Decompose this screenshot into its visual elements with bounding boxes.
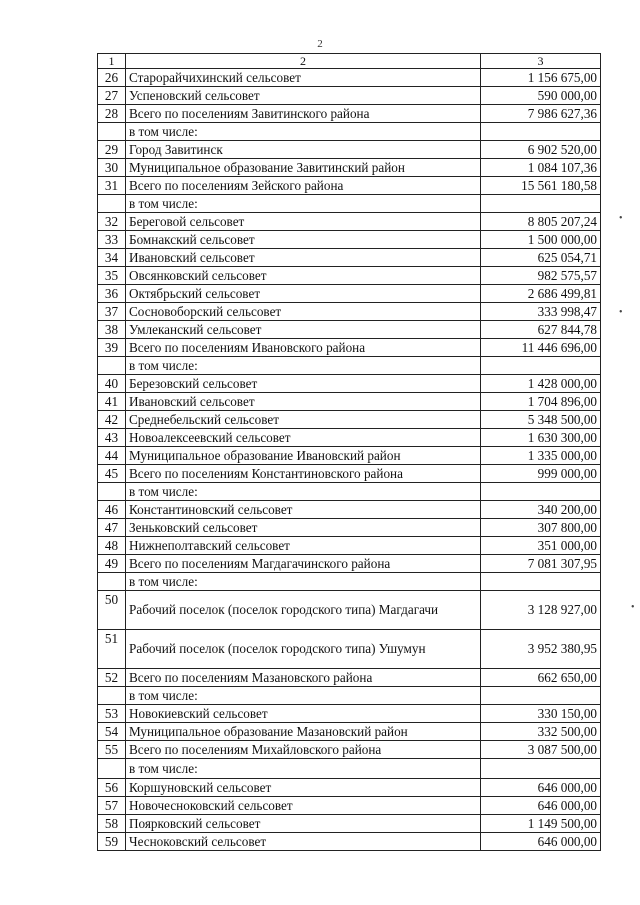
table-row: [98, 231, 601, 249]
row-name: Всего по поселениям Ивановского района: [126, 339, 481, 357]
table-row: [98, 501, 601, 519]
row-name: Муниципальное образование Завитинский район: [126, 159, 481, 177]
subheading-row: [98, 573, 601, 591]
row-number: [98, 573, 126, 591]
row-amount: 646 000,00: [481, 833, 601, 851]
row-amount: 307 800,00: [481, 519, 601, 537]
table-row: [98, 519, 601, 537]
row-amount: [481, 483, 601, 501]
row-number: 37: [98, 303, 126, 321]
row-name: Всего по поселениям Константиновского района: [126, 465, 481, 483]
table-row: [98, 141, 601, 159]
row-number: 34: [98, 249, 126, 267]
row-amount: 340 200,00: [481, 501, 601, 519]
row-name: в том числе:: [126, 483, 481, 501]
row-name: Всего по поселениям Завитинского района: [126, 105, 481, 123]
table-row: [98, 303, 601, 321]
row-amount: 2 686 499,81: [481, 285, 601, 303]
table-row: [98, 591, 601, 630]
row-number: 58: [98, 815, 126, 833]
row-name: в том числе:: [126, 687, 481, 705]
header-col-2: 2: [126, 54, 481, 69]
row-number: 42: [98, 411, 126, 429]
table-row: [98, 447, 601, 465]
row-name: в том числе:: [126, 357, 481, 375]
row-number: 27: [98, 87, 126, 105]
row-number: 46: [98, 501, 126, 519]
row-name: Всего по поселениям Зейского района: [126, 177, 481, 195]
row-amount: 982 575,57: [481, 267, 601, 285]
page-number: 2: [317, 38, 323, 50]
row-name: Старорайчихинский сельсовет: [126, 69, 481, 87]
table-row: [98, 555, 601, 573]
table-row: [98, 537, 601, 555]
table-row: [98, 105, 601, 123]
row-name: Новочесноковский сельсовет: [126, 797, 481, 815]
subheading-row: [98, 195, 601, 213]
header-row: [98, 54, 601, 69]
table-row: [98, 465, 601, 483]
row-number: 53: [98, 705, 126, 723]
row-amount: 1 500 000,00: [481, 231, 601, 249]
row-amount: [481, 357, 601, 375]
row-name: Октябрьский сельсовет: [126, 285, 481, 303]
row-name: Бомнакский сельсовет: [126, 231, 481, 249]
row-amount: 1 428 000,00: [481, 375, 601, 393]
row-amount: 662 650,00: [481, 669, 601, 687]
table-row: [98, 177, 601, 195]
row-amount: 3 128 927,00: [481, 591, 601, 630]
table-row: [98, 267, 601, 285]
row-name: Муниципальное образование Ивановский район: [126, 447, 481, 465]
row-name: Муниципальное образование Мазановский район: [126, 723, 481, 741]
row-number: 43: [98, 429, 126, 447]
row-amount: 625 054,71: [481, 249, 601, 267]
row-number: 57: [98, 797, 126, 815]
row-number: [98, 357, 126, 375]
row-number: 50: [98, 591, 126, 630]
row-number: [98, 759, 126, 779]
row-name: Коршуновский сельсовет: [126, 779, 481, 797]
row-number: 52: [98, 669, 126, 687]
row-name: Чесноковский сельсовет: [126, 833, 481, 851]
table-row: [98, 159, 601, 177]
table-row: [98, 87, 601, 105]
table-row: [98, 705, 601, 723]
table-row: [98, 429, 601, 447]
row-number: [98, 123, 126, 141]
row-amount: 332 500,00: [481, 723, 601, 741]
row-name: Сосновоборский сельсовет: [126, 303, 481, 321]
header-col-1: 1: [98, 54, 126, 69]
row-number: 47: [98, 519, 126, 537]
row-number: 36: [98, 285, 126, 303]
row-amount: 7 081 307,95: [481, 555, 601, 573]
row-name: Всего по поселениям Михайловского района: [126, 741, 481, 759]
row-amount: 1 630 300,00: [481, 429, 601, 447]
row-amount: 15 561 180,58: [481, 177, 601, 195]
row-name: Овсянковский сельсовет: [126, 267, 481, 285]
table-row: [98, 723, 601, 741]
table-row: [98, 339, 601, 357]
subheading-row: [98, 123, 601, 141]
row-name: в том числе:: [126, 123, 481, 141]
row-number: [98, 195, 126, 213]
table-row: [98, 249, 601, 267]
row-name: Рабочий поселок (поселок городского типа) Ушумун: [126, 630, 481, 669]
row-amount: 11 446 696,00: [481, 339, 601, 357]
row-number: 33: [98, 231, 126, 249]
row-name: в том числе:: [126, 195, 481, 213]
row-number: 29: [98, 141, 126, 159]
row-name: Умлеканский сельсовет: [126, 321, 481, 339]
table-body: [98, 54, 601, 851]
row-name: Новокиевский сельсовет: [126, 705, 481, 723]
scan-mark: •: [619, 307, 623, 318]
row-number: 28: [98, 105, 126, 123]
row-amount: 1 084 107,36: [481, 159, 601, 177]
row-name: в том числе:: [126, 573, 481, 591]
row-number: 51: [98, 630, 126, 669]
row-amount: 5 348 500,00: [481, 411, 601, 429]
row-name: Рабочий поселок (поселок городского типа) Магдагачи: [126, 591, 481, 630]
subheading-row: [98, 483, 601, 501]
table-row: [98, 411, 601, 429]
row-number: 44: [98, 447, 126, 465]
table-row: [98, 833, 601, 851]
row-name: Поярковский сельсовет: [126, 815, 481, 833]
row-name: Всего по поселениям Мазановского района: [126, 669, 481, 687]
row-name: Среднебельский сельсовет: [126, 411, 481, 429]
row-number: 59: [98, 833, 126, 851]
table-row: [98, 779, 601, 797]
row-name: Береговой сельсовет: [126, 213, 481, 231]
row-name: Успеновский сельсовет: [126, 87, 481, 105]
row-amount: 1 704 896,00: [481, 393, 601, 411]
row-amount: 7 986 627,36: [481, 105, 601, 123]
row-amount: 646 000,00: [481, 779, 601, 797]
row-number: 40: [98, 375, 126, 393]
row-amount: 8 805 207,24: [481, 213, 601, 231]
row-name: Константиновский сельсовет: [126, 501, 481, 519]
row-amount: 351 000,00: [481, 537, 601, 555]
row-amount: 1 335 000,00: [481, 447, 601, 465]
table-row: [98, 375, 601, 393]
row-amount: 1 149 500,00: [481, 815, 601, 833]
row-amount: 6 902 520,00: [481, 141, 601, 159]
row-name: Город Завитинск: [126, 141, 481, 159]
row-amount: 3 952 380,95: [481, 630, 601, 669]
row-number: [98, 687, 126, 705]
row-amount: [481, 195, 601, 213]
row-number: 56: [98, 779, 126, 797]
row-number: 41: [98, 393, 126, 411]
row-number: 32: [98, 213, 126, 231]
row-amount: 333 998,47: [481, 303, 601, 321]
subheading-row: [98, 357, 601, 375]
allocation-table: [97, 53, 601, 851]
row-amount: 999 000,00: [481, 465, 601, 483]
table-row: [98, 630, 601, 669]
row-name: Ивановский сельсовет: [126, 393, 481, 411]
table-row: [98, 213, 601, 231]
row-amount: [481, 687, 601, 705]
row-name: Ивановский сельсовет: [126, 249, 481, 267]
subheading-row: [98, 687, 601, 705]
row-amount: 590 000,00: [481, 87, 601, 105]
row-amount: [481, 573, 601, 591]
row-amount: [481, 123, 601, 141]
row-number: 49: [98, 555, 126, 573]
row-number: [98, 483, 126, 501]
row-number: 48: [98, 537, 126, 555]
row-name: Новоалексеевский сельсовет: [126, 429, 481, 447]
row-amount: 3 087 500,00: [481, 741, 601, 759]
table-row: [98, 321, 601, 339]
row-amount: 330 150,00: [481, 705, 601, 723]
row-amount: 627 844,78: [481, 321, 601, 339]
table-row: [98, 669, 601, 687]
row-number: 54: [98, 723, 126, 741]
row-number: 35: [98, 267, 126, 285]
row-amount: [481, 759, 601, 779]
row-name: Березовский сельсовет: [126, 375, 481, 393]
subheading-row: [98, 759, 601, 779]
row-name: Всего по поселениям Магдагачинского района: [126, 555, 481, 573]
row-number: 30: [98, 159, 126, 177]
table-row: [98, 393, 601, 411]
row-name: Зеньковский сельсовет: [126, 519, 481, 537]
table-row: [98, 815, 601, 833]
row-number: 55: [98, 741, 126, 759]
row-number: 38: [98, 321, 126, 339]
header-col-3: 3: [481, 54, 601, 69]
scan-mark: •: [631, 602, 635, 613]
row-amount: 1 156 675,00: [481, 69, 601, 87]
row-number: 45: [98, 465, 126, 483]
row-amount: 646 000,00: [481, 797, 601, 815]
table-row: [98, 69, 601, 87]
table-row: [98, 741, 601, 759]
row-number: 31: [98, 177, 126, 195]
row-number: 26: [98, 69, 126, 87]
row-name: в том числе:: [126, 759, 481, 779]
table-row: [98, 285, 601, 303]
scan-mark: •: [619, 213, 623, 224]
table-row: [98, 797, 601, 815]
row-number: 39: [98, 339, 126, 357]
row-name: Нижнеполтавский сельсовет: [126, 537, 481, 555]
